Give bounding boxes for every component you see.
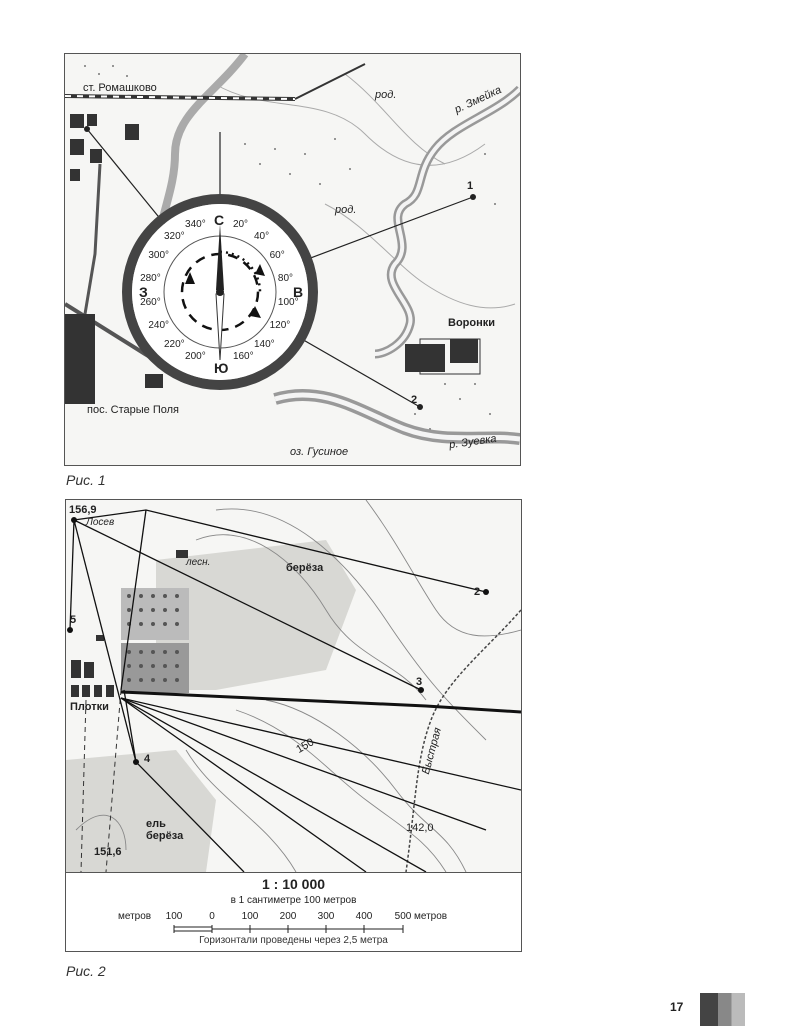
scale-ratio: 1 : 10 000 <box>261 876 326 892</box>
figure-2-map <box>65 499 522 952</box>
compass-west-label: З <box>139 284 148 300</box>
figure-2-drawing <box>66 500 521 872</box>
label-lake: оз. Гусиное <box>290 446 349 458</box>
label-river-zuevka: р. Зуевка <box>448 432 498 452</box>
scale-tick-label: 300 <box>317 911 335 922</box>
page-edge-tab <box>700 993 745 1026</box>
compass-degree-label: 340° <box>185 219 206 231</box>
scale-unit-left: метров <box>118 911 152 922</box>
scale-bar <box>66 925 521 935</box>
contour-interval-text: Горизонтали проведены через 2,5 метра <box>199 935 388 946</box>
label-point-4: 4 <box>144 753 151 765</box>
label-point-5: 5 <box>70 614 77 626</box>
scale-unit-right: метров <box>414 911 448 922</box>
scale-tick-label: 500 <box>394 911 412 922</box>
label-elevation-151-6: 151,6 <box>94 846 122 858</box>
label-village-plotki: Плотки <box>70 701 109 713</box>
label-spring-2: род. <box>335 204 357 216</box>
compass-degree-label: 140° <box>253 338 275 350</box>
map-legend <box>66 872 521 952</box>
scale-tick-label: 100 <box>165 911 183 922</box>
label-point-1: 1 <box>467 180 474 192</box>
label-contour-150: 150 <box>294 736 317 756</box>
figure-1-map <box>64 53 521 466</box>
label-losev: Лосев <box>86 517 115 528</box>
scale-cm-text: в 1 сантиметре 100 метров <box>230 895 357 906</box>
compass-degree-label: 280° <box>140 272 161 284</box>
label-river-bystraya: Быстрая <box>419 726 444 776</box>
compass-degree-label: 120° <box>269 320 291 331</box>
figure-2-caption: Рис. 2 <box>66 963 106 979</box>
label-forest-spruce: ель <box>146 818 166 830</box>
compass-degree-label: 100° <box>277 297 299 309</box>
label-point-2: 2 <box>474 586 481 598</box>
label-point-2: 2 <box>411 394 418 406</box>
compass-degree-label: 60° <box>269 250 285 261</box>
label-settlement: пос. Старые Поля <box>87 404 180 416</box>
label-point-3: 3 <box>416 676 423 688</box>
scale-tick-label: 400 <box>355 911 373 922</box>
label-elevation-142-0: 142,0 <box>406 822 434 834</box>
label-river-zmeyka: р. Змейка <box>452 83 504 117</box>
label-forest-birch-bottom: берёза <box>146 830 184 842</box>
compass-degree-label: 20° <box>232 219 249 231</box>
label-village-voronki: Воронки <box>448 317 496 329</box>
compass-degree-label: 220° <box>164 338 185 350</box>
figure-1-caption: Рис. 1 <box>66 472 106 488</box>
compass-degree-label: 300° <box>148 250 170 261</box>
label-elevation-156-9: 156,9 <box>69 504 97 516</box>
scale-tick-label: 200 <box>279 911 297 922</box>
compass-degree-label: 320° <box>164 231 185 243</box>
page-number: 17 <box>670 1000 684 1014</box>
compass-degree-label: 80° <box>277 272 294 284</box>
compass-south-label: Ю <box>214 360 229 376</box>
label-forest-lesn: лесн. <box>186 557 211 568</box>
label-forest-birch-top: берёза <box>286 562 324 574</box>
compass-degree-label: 240° <box>148 320 170 331</box>
compass-degree-label: 40° <box>253 231 270 243</box>
compass-east-label: В <box>293 284 304 300</box>
compass-degree-label: 200° <box>185 350 206 362</box>
label-spring-1: род. <box>375 89 397 101</box>
label-station: ст. Ромашково <box>83 82 157 94</box>
compass-north-label: С <box>214 212 225 228</box>
compass-degree-label: 260° <box>140 297 161 309</box>
scale-tick-label: 0 <box>209 911 215 922</box>
compass-degree-label: 160° <box>232 350 254 362</box>
scale-tick-label: 100 <box>241 911 259 922</box>
